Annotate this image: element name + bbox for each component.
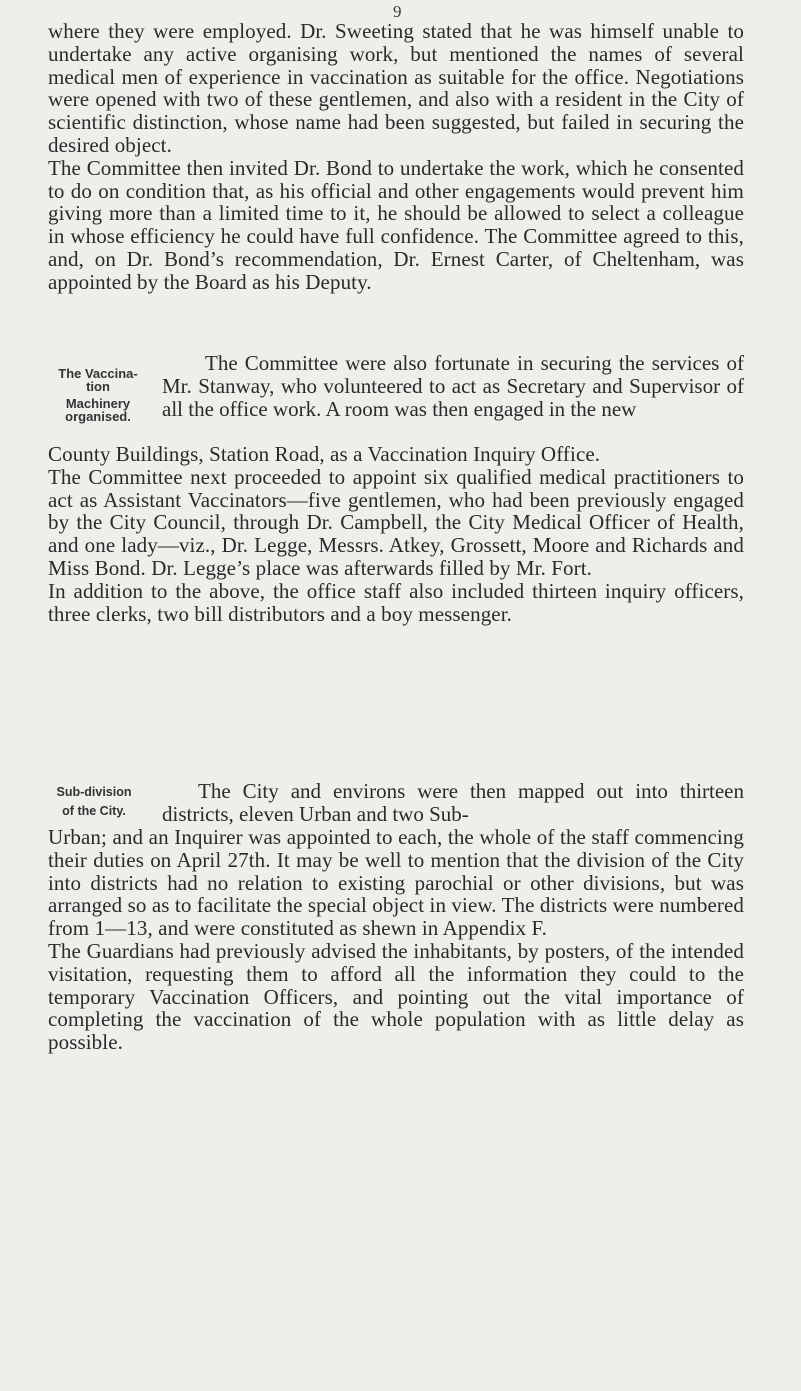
page-number: 9: [393, 2, 402, 21]
text-block-appointments: [48, 443, 744, 625]
text-block-districts: [48, 826, 744, 1054]
paragraph: The Committee next proceeded to appoint six qualified medical practitioners to act as Assistant Vaccinators—five gentlemen, who had been previously engaged by the City Council, through Dr. Campbell, the City Medical Officer of Health, and one lady—viz., Dr. Legge, Messrs. Atkey, Grossett, Moore and Richards and Miss Bond. Dr. Legge’s place was afterwards filled by Mr. Fort.: [48, 464, 744, 580]
paragraph: Urban; and an Inquirer was appointed to each, the whole of the staff commencing their duties on April 27th. It may be well to mention that the division of the City into districts had no relation to existing parochial or other divisions, but was arranged so as to facilitate the special object in view. The districts were numbered from 1—13, and were constituted as shewn in Appendix F.: [48, 825, 744, 941]
paragraph: County Buildings, Station Road, as a Vaccination Inquiry Office.: [48, 442, 601, 466]
paragraph: The Committee then invited Dr. Bond to undertake the work, which he consented to do on condition that, as his official and other engagements would prevent him giving more than a limited time to it, he should be allowed to select a colleague in whose efficiency he could have full confidence. The Committee agreed to this, and, on Dr. Bond’s recommendation, Dr. Ernest Carter, of Cheltenham, was appointed by the Board as his Deputy.: [48, 155, 744, 294]
paragraph-stanway-hanging: The Committee were also fortunate in securing the services of Mr. Stanway, who volunteered to act as Secretary and Supervisor of all the office work. A room was then engaged in the new: [162, 351, 744, 421]
paragraph: In addition to the above, the office staff also included thirteen inquiry officers, three clerks, two bill distributors and a boy messenger.: [48, 578, 744, 626]
side-note-sub-division: Sub-division of the City.: [56, 785, 132, 818]
text-block-opening: [48, 20, 744, 294]
paragraph: where they were employed. Dr. Sweeting stated that he was himself unable to undertake any active organising work, but mentioned the names of several medical men of experience in vaccination as suitable for the office. Negotiations were opened with two of these gentlemen, and also with a resident in the City of scientific distinction, whose name had been suggested, but failed in securing the desired object.: [48, 19, 744, 157]
side-note-vaccination-machinery: The Vaccina- tion Machinery organised.: [58, 366, 138, 424]
paragraph-districts-hanging: The City and environs were then mapped out into thirteen districts, eleven Urban and two Sub-: [162, 779, 744, 826]
paragraph: The Guardians had previously advised the inhabitants, by posters, of the intended visitation, requesting them to afford all the information they could to the temporary Vaccination Officers, and pointing out the vital importance of completing the vaccination of the whole population with as little delay as possible.: [48, 938, 744, 1055]
